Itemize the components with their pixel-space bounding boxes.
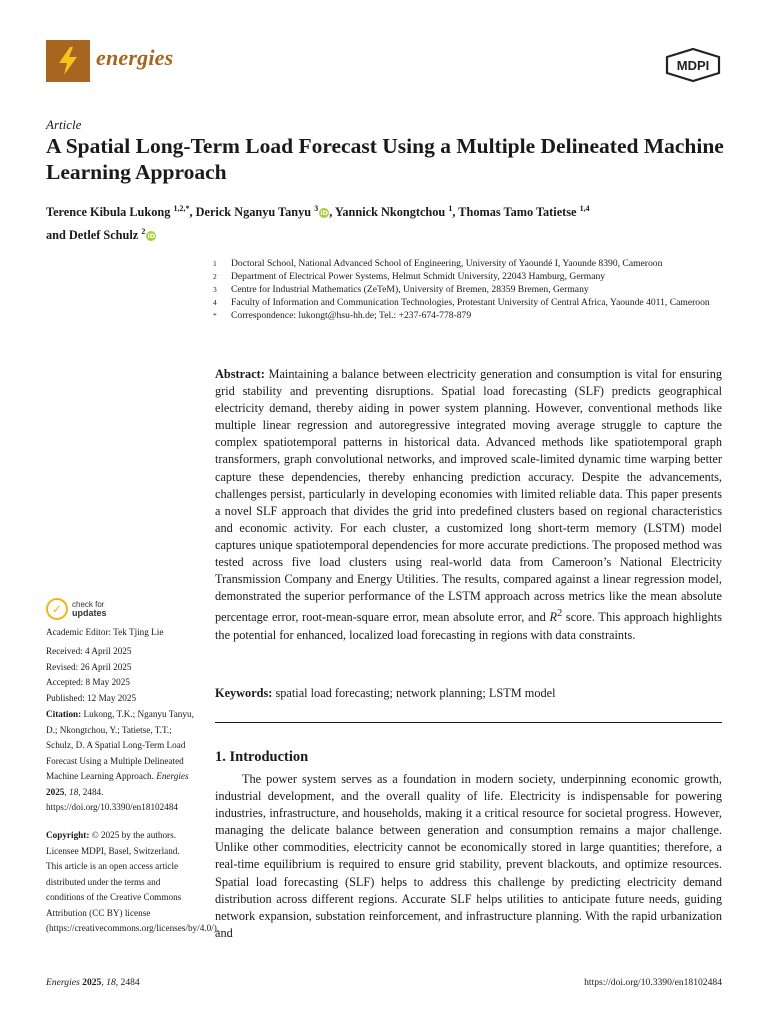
abstract-text-end: score. This approach highlights the potential for enhanced, localized load forecasting in regions with data constraints. (215, 610, 722, 642)
author-name: Terence Kibula Lukong (46, 205, 171, 220)
footer-journal: Energies (46, 977, 80, 988)
affiliation-text: Doctoral School, National Advanced School of Engineering, University of Yaoundé I, Yaounde 8390, Cameroon (231, 258, 663, 269)
citation-journal: Energies (156, 771, 189, 781)
orcid-icon[interactable]: iD (320, 209, 328, 218)
affiliation-item (213, 283, 733, 296)
section-heading-introduction: 1. Introduction (215, 749, 309, 765)
affiliation-text: Correspondence: lukongt@hsu-hh.de; Tel.: +237-674-778-879 (231, 310, 472, 321)
affiliation-item (213, 270, 733, 283)
publication-dates (46, 644, 196, 706)
author-name: and Detlef Schulz (46, 228, 139, 243)
author-name: Thomas Tamo Tatietse (458, 205, 577, 220)
affiliation-text: Department of Electrical Power Systems, Helmut Schmidt University, 22043 Hamburg, Germany (231, 271, 606, 282)
author-affiliation-marker: 1,4 (579, 204, 590, 213)
date-received: Received: 4 April 2025 (46, 646, 132, 656)
author-affiliation-marker: 1,2,* (173, 204, 190, 213)
citation: Citation: Lukong, T.K.; Nganyu Tanyu, D.; Nkongtchou, Y.; Tatietse, T.T.; Schulz, D. A Spatial Long-Term Load Forecast Using a Multiple Delineated Machine Learning Approach. Energies 2025, 18, 2484. https://doi.org/10.3390/en18102484 (46, 709, 194, 812)
date-revised: Revised: 26 April 2025 (46, 661, 132, 672)
lightning-bolt-icon (55, 46, 81, 76)
author-separator: , (329, 205, 335, 220)
mdpi-logo-text: MDPI (676, 58, 710, 73)
mdpi-logo (664, 48, 722, 82)
author-affiliation-marker: 2 (141, 227, 146, 237)
affiliation-marker: 3 (213, 285, 217, 294)
keywords-text: spatial load forecasting; network planning; LSTM model (272, 686, 556, 700)
affiliation-item (213, 309, 733, 322)
citation-link[interactable]: , 2484. https://doi.org/10.3390/en18102484 (46, 786, 179, 812)
affiliation-marker: 4 (213, 298, 217, 307)
abstract-r-superscript: 2 (557, 608, 563, 620)
copyright-label: Copyright: (46, 830, 90, 840)
affiliation-item (213, 296, 733, 309)
author-affiliation-marker: 3 (314, 204, 319, 213)
check-for-updates-button[interactable] (46, 598, 107, 620)
author-name: Yannick Nkongtchou (334, 205, 446, 220)
introduction-paragraph: The power system serves as a foundation in modern society, underpinning economic growth, industrial development, and the overall quality of life. Electricity is indispensable for powering industries, infrastructure, and households, making it a critical resource for societal progress. However, managing the delicate balance between generation and consumption remains a major challenge. Unlike other commodities, electricity cannot be economically stored in large quantities; therefore, a real-time equilibrium is required to ensure grid stability, prevent blackouts, and optimize resources. Spatial load forecasting (SLF) helps to address this challenge by predicting electricity demand distribution across different regions. Accurate SLF helps utilities to anticipate future needs, guiding network expansion, substation reinforcement, and infrastructure planning. With the rapid urbanization and (215, 772, 722, 940)
checkmark-icon: ✓ (46, 598, 68, 620)
abstract-label: Abstract: (215, 367, 265, 381)
footer-doi-link[interactable]: https://doi.org/10.3390/en18102484 (584, 977, 722, 988)
author-name: Derick Nganyu Tanyu (195, 205, 312, 220)
author-separator: , (452, 205, 459, 220)
keywords (215, 686, 722, 701)
citation-label: Citation: (46, 709, 82, 719)
author-list (46, 199, 736, 245)
citation-year: 2025 (46, 786, 65, 797)
author-affiliation-marker: 1 (448, 204, 453, 213)
citation-volume: 18 (68, 786, 79, 797)
copyright-text: © 2025 by the authors. Licensee MDPI, Basel, Switzerland. This article is an open access article distributed under the terms and conditions of the Creative Commons Attribution (CC BY) license (https://creativecommons.org/licenses/by/4.0/). (46, 830, 220, 933)
check-updates-line1: check for (72, 600, 105, 609)
date-accepted: Accepted: 8 May 2025 (46, 677, 130, 687)
abstract-text: Maintaining a balance between electricity generation and consumption is vital for ensuring grid stability and preventing disruptions. Spatial load forecasting (SLF) predicts geographical electricity demand, thereby aiding in power system planning. However, conventional methods like multiple linear regression and autoregressive integrated moving average struggle to capture the complex spatiotemporal patterns in historical data. Advanced methods like spatiotemporal graph transformers, graph convolutional networks, and improved scale-limited dynamic time warping better capture these dependencies, thereby enhancing prediction accuracy. Despite the advancements, challenges persist, particularly in developing economies with limited reliable data. This paper presents a novel SLF approach that divides the grid into predefined clusters based on regional characteristics and economic activity. For each cluster, a customized long short-term memory (LSTM) model captures unique spatiotemporal dependencies for more accurate predictions. The proposed method was tested across five load clusters using real-world data from Cameroon’s National Electricity Transmission Company and Energy Utilities. The results, compared against a linear regression model, demonstrated the superior performance of the LSTM approach across metrics like the mean absolute percentage error, root-mean-square error, mean absolute error, and (215, 367, 722, 625)
journal-logo (46, 40, 90, 82)
affiliation-text: Centre for Industrial Mathematics (ZeTeM), University of Bremen, 28359 Bremen, Germany (231, 284, 589, 295)
author-separator: , (189, 205, 196, 220)
footer-citation: Energies 2025, 18, 2484 (46, 977, 140, 988)
date-published: Published: 12 May 2025 (46, 692, 137, 703)
author-separator (590, 205, 593, 219)
keywords-label: Keywords: (215, 686, 273, 700)
footer-year: 2025 (82, 977, 102, 988)
affiliations (213, 257, 733, 322)
article-type: Article (46, 117, 82, 132)
journal-name: energies (96, 45, 174, 70)
footer-volume: 18 (106, 977, 116, 988)
affiliation-text: Faculty of Information and Communication Technologies, Protestant University of Central Africa, Yaounde 4011, Cameroon (231, 297, 710, 308)
affiliation-marker: 1 (213, 259, 217, 268)
abstract-r-symbol: R (549, 610, 558, 625)
article-title: A Spatial Long-Term Load Forecast Using a Multiple Delineated Machine Learning Approach (46, 134, 724, 184)
section-divider (215, 722, 722, 723)
affiliation-marker: * (213, 311, 217, 320)
academic-editor: Academic Editor: Tek Tjing Lie (46, 627, 164, 637)
check-updates-line2: updates (72, 608, 107, 618)
affiliation-item (213, 257, 733, 270)
citation-text: Lukong, T.K.; Nganyu Tanyu, D.; Nkongtchou, Y.; Tatietse, T.T.; Schulz, D. A Spatial Long-Term Load Forecast Using a Multiple Delineated Machine Learning Approach. (46, 709, 194, 781)
orcid-icon[interactable]: iD (147, 232, 156, 241)
affiliation-marker: 2 (213, 272, 217, 281)
abstract (215, 366, 722, 644)
footer-article-number: , 2484 (115, 977, 140, 988)
copyright-notice (46, 828, 220, 937)
